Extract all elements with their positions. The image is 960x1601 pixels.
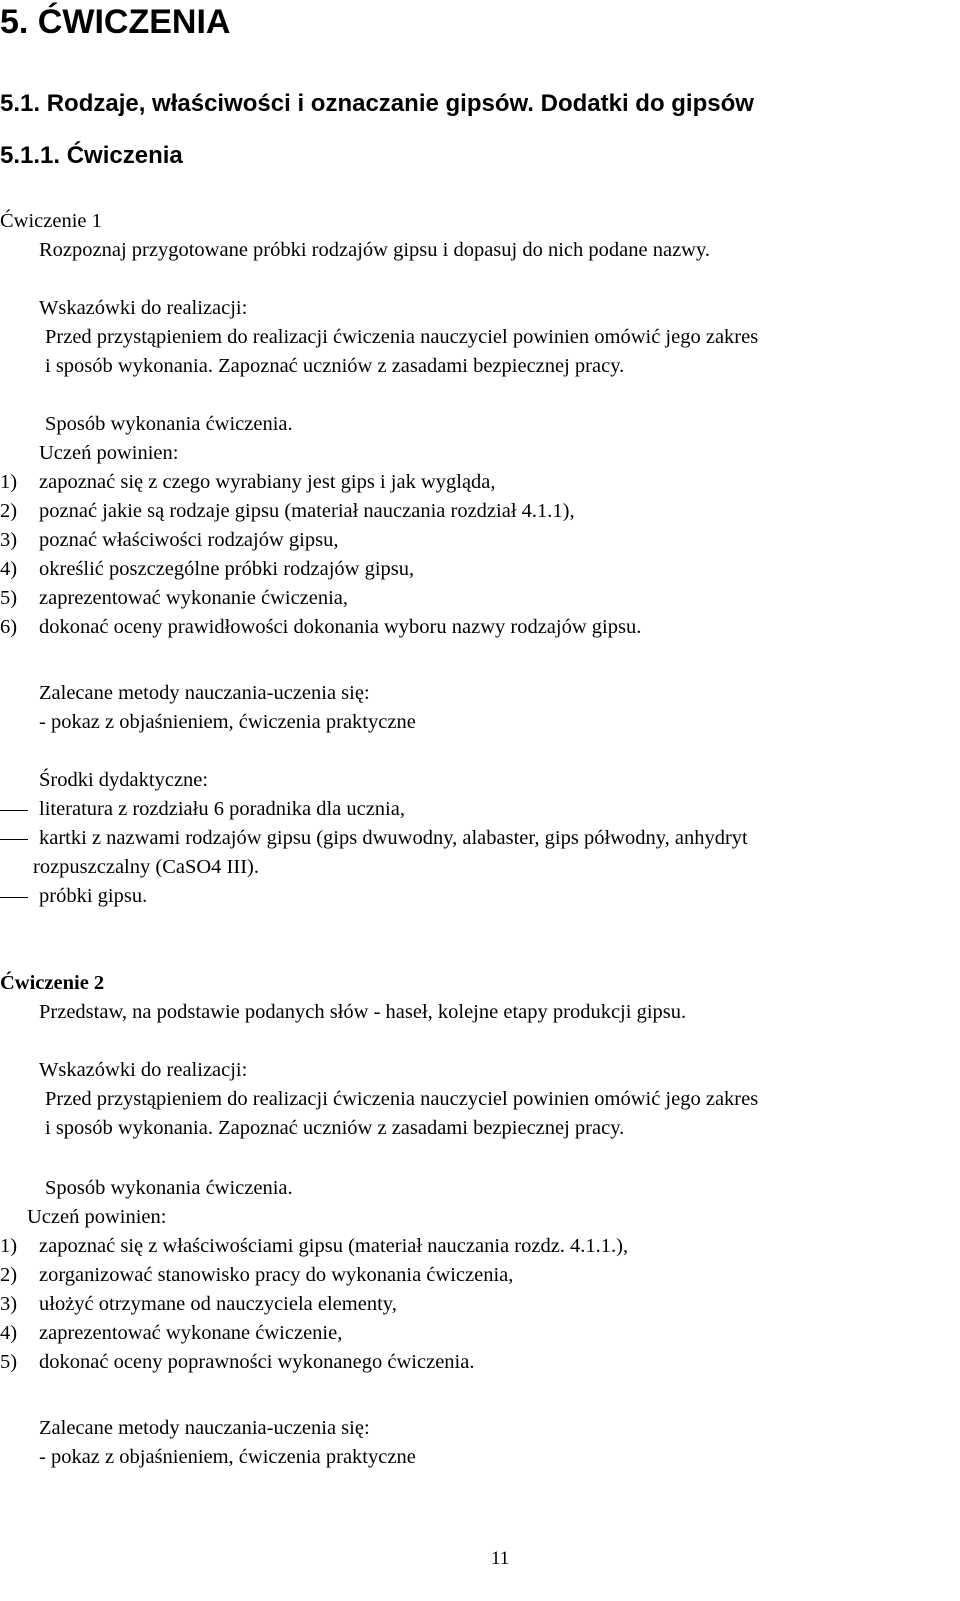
exercise-1-task: Rozpoznaj przygotowane próbki rodzajów gipsu i dopasuj do nich podane nazwy.: [39, 239, 711, 261]
exercise-2-student-label: Uczeń powinien:: [27, 1206, 167, 1228]
dash-bullet: [0, 839, 28, 840]
list-item: próbki gipsu.: [39, 885, 148, 907]
page-number: 11: [491, 1548, 510, 1569]
exercise-2-method-label: Sposób wykonania ćwiczenia.: [45, 1177, 293, 1199]
exercise-1-methods-label: Zalecane metody nauczania-uczenia się:: [39, 682, 370, 704]
chapter-title: 5. ĆWICZENIA: [0, 3, 231, 41]
list-item-continuation: rozpuszczalny (CaSO4 III).: [33, 856, 259, 878]
exercise-1-student-label: Uczeń powinien:: [39, 442, 179, 464]
list-item: kartki z nazwami rodzajów gipsu (gips dwuwodny, alabaster, gips półwodny, anhydryt: [39, 827, 748, 849]
exercise-2-task: Przedstaw, na podstawie podanych słów - haseł, kolejne etapy produkcji gipsu.: [39, 1001, 687, 1023]
exercise-1-method-label: Sposób wykonania ćwiczenia.: [45, 413, 293, 435]
exercise-2-hints-line-2: i sposób wykonania. Zapoznać uczniów z zasadami bezpiecznej pracy.: [45, 1117, 625, 1139]
exercise-2-hints-line-1: Przed przystąpieniem do realizacji ćwiczenia nauczyciel powinien omówić jego zakres: [45, 1088, 759, 1110]
dash-bullet: [0, 897, 28, 898]
exercise-1-title: Ćwiczenie 1: [0, 210, 102, 232]
exercise-2-title: Ćwiczenie 2: [0, 972, 105, 994]
exercise-1-aids-label: Środki dydaktyczne:: [39, 769, 209, 791]
subsection-title: 5.1.1. Ćwiczenia: [0, 142, 183, 169]
list-item: literatura z rozdziału 6 poradnika dla ucznia,: [39, 798, 405, 820]
exercise-1-hints-line-1: Przed przystąpieniem do realizacji ćwiczenia nauczyciel powinien omówić jego zakres: [45, 326, 759, 348]
exercise-1-hints-line-2: i sposób wykonania. Zapoznać uczniów z zasadami bezpiecznej pracy.: [45, 355, 625, 377]
exercise-1-methods-text: - pokaz z objaśnieniem, ćwiczenia praktyczne: [39, 711, 416, 733]
exercise-2-hints-label: Wskazówki do realizacji:: [39, 1059, 248, 1081]
section-title: 5.1. Rodzaje, właściwości i oznaczanie gipsów. Dodatki do gipsów: [0, 90, 754, 117]
exercise-1-hints-label: Wskazówki do realizacji:: [39, 297, 248, 319]
exercise-2-methods-label: Zalecane metody nauczania-uczenia się:: [39, 1417, 370, 1439]
exercise-2-methods-text: - pokaz z objaśnieniem, ćwiczenia praktyczne: [39, 1446, 416, 1468]
dash-bullet: [0, 810, 28, 811]
document-page: 5. ĆWICZENIA 5.1. Rodzaje, właściwości i oznaczanie gipsów. Dodatki do gipsów 5.1.1. Ćwiczenia Ćwiczenie 1 Rozpoznaj przygotowane próbki rodzajów gipsu i dopasuj do nich podane nazwy. Wskazówki do realizacji: Przed przystąpieniem do realizacji ćwiczenia nauczyciel powinien omówić jego zakres i sposób wykonania. Zapoznać uczniów z zasadami bezpiecznej pracy. Sposób wykonania ćwiczenia. Uczeń powinien: 1) zapoznać się z czego wyrabiany jest gips i jak wygląda, 2) poznać jakie są rodzaje gipsu (materiał nauczania rozdział 4.1.1), 3) poznać właściwości rodzajów gipsu, 4) określić poszczególne próbki rodzajów gipsu, 5) zaprezentować wykonanie ćwiczenia, 6) dokonać oceny prawidłowości dokonania wyboru nazwy rodzajów gipsu. Zalecane metody nauczania-uczenia się: - pokaz z objaśnieniem, ćwiczenia praktyczne Środki dydaktyczne: literatura z rozdziału 6 poradnika dla ucznia, kartki z nazwami rodzajów gipsu (gips dwuwodny, alabaster, gips półwodny, anhydryt rozpuszczalny (CaSO4 III). próbki gipsu. Ćwiczenie 2 Przedstaw, na podstawie podanych słów - haseł, kolejne etapy produkcji gipsu. Wskazówki do realizacji: Przed przystąpieniem do realizacji ćwiczenia nauczyciel powinien omówić jego zakres i sposób wykonania. Zapoznać uczniów z zasadami bezpiecznej pracy. Sposób wykonania ćwiczenia. Uczeń powinien: 1) zapoznać się z właściwościami gipsu (materiał nauczania rozdz. 4.1.1.), 2) zorganizować stanowisko pracy do wykonania ćwiczenia, 3) ułożyć otrzymane od nauczyciela elementy, 4) zaprezentować wykonane ćwiczenie, 5) dokonać oceny poprawności wykonanego ćwiczenia. Zalecane metody nauczania-uczenia się: - pokaz z objaśnieniem, ćwiczenia praktyczne 11: [0, 0, 960, 1601]
